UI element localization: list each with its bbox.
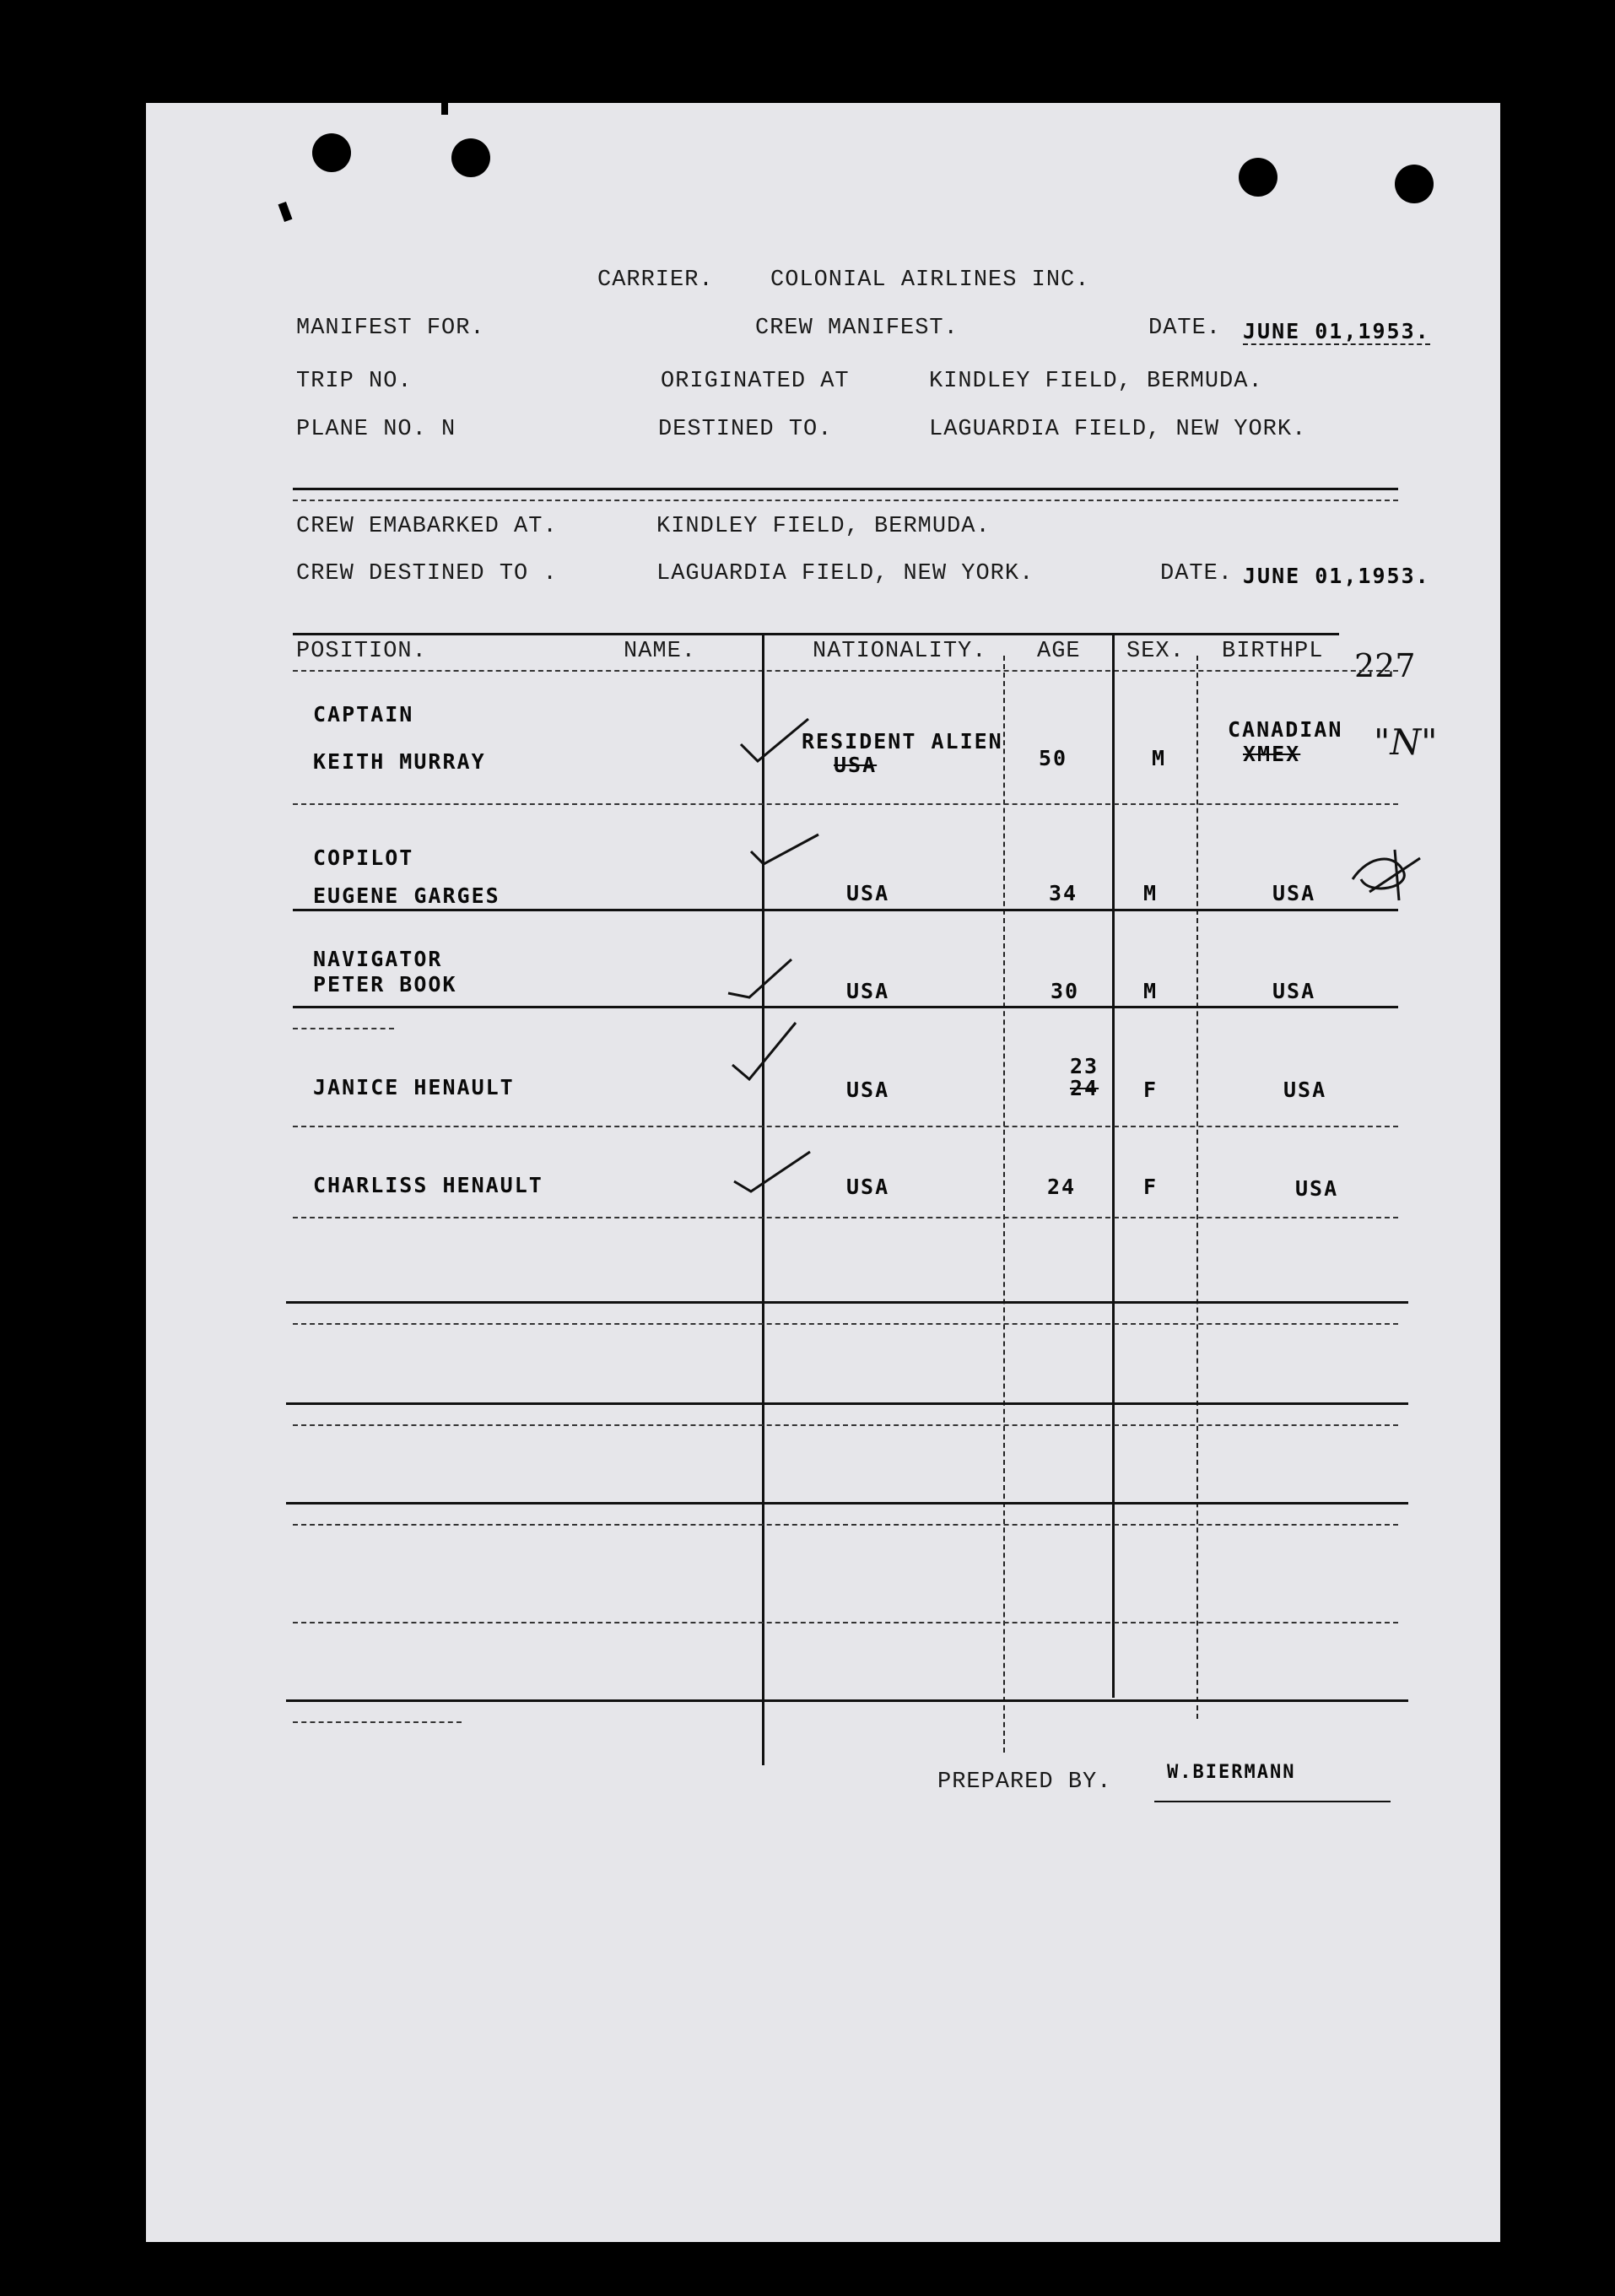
carrier-label: CARRIER.: [597, 267, 714, 293]
row3-rule: [293, 1006, 1398, 1008]
row5-name: CHARLISS HENAULT: [313, 1173, 543, 1197]
row3-position: NAVIGATOR: [313, 947, 443, 971]
row2-position: COPILOT: [313, 845, 414, 870]
row1-birthplace-struck: XMEX: [1243, 742, 1301, 766]
row5-rule: [293, 1217, 1398, 1218]
trip-no-label: TRIP NO.: [296, 369, 413, 394]
row3-birthplace: USA: [1272, 979, 1316, 1003]
row1-birthplace: CANADIAN: [1228, 717, 1343, 742]
blank-row-rule-dashed: [293, 1524, 1398, 1526]
column-divider-age: [1112, 635, 1115, 1698]
row1-nationality-struck: USA: [834, 753, 878, 777]
row5-birthplace: USA: [1295, 1176, 1339, 1201]
destined-value: LAGUARDIA FIELD, NEW YORK.: [929, 417, 1307, 442]
row4-rule: [293, 1126, 1398, 1127]
row2-name: EUGENE GARGES: [313, 883, 500, 908]
row2-rule: [293, 909, 1398, 911]
row2-scribble-icon: [1344, 845, 1429, 905]
row5-nationality: USA: [846, 1175, 890, 1199]
table-header-rule: [293, 670, 1398, 672]
row2-age: 34: [1049, 881, 1078, 905]
punch-hole-left-1: [312, 133, 351, 172]
crew-destined-label: CREW DESTINED TO .: [296, 561, 558, 586]
crew-embarked-value: KINDLEY FIELD, BERMUDA.: [656, 514, 991, 539]
paper-speck: [278, 202, 293, 222]
row1-age: 50: [1039, 746, 1068, 770]
row4-age: 23: [1070, 1054, 1099, 1078]
row3-rule-dashed: [293, 1028, 394, 1029]
row1-sex: M: [1152, 746, 1167, 770]
row1-name: KEITH MURRAY: [313, 749, 486, 774]
punch-hole-left-2: [451, 138, 490, 177]
originated-value: KINDLEY FIELD, BERMUDA.: [929, 369, 1263, 394]
row1-annotation: "N": [1374, 721, 1438, 763]
column-age: AGE: [1037, 639, 1081, 664]
blank-row-rule: [286, 1402, 1408, 1405]
punch-hole-right-1: [1239, 158, 1277, 197]
crew-embarked-label: CREW EMABARKED AT.: [296, 514, 558, 539]
originated-label: ORIGINATED AT: [661, 369, 850, 394]
row3-sex: M: [1143, 979, 1159, 1003]
blank-row-rule-dashed: [293, 1424, 1398, 1426]
row1-position: CAPTAIN: [313, 702, 414, 727]
row1-checkmark-icon: [737, 715, 813, 765]
blank-row-rule: [286, 1699, 1408, 1702]
column-sex: SEX.: [1126, 639, 1185, 664]
crew-date-value: JUNE 01,1953.: [1243, 564, 1430, 588]
column-divider-sex: [1196, 656, 1198, 1719]
destined-label: DESTINED TO.: [658, 417, 833, 442]
column-nationality: NATIONALITY.: [813, 639, 987, 664]
page-number: 227: [1354, 647, 1416, 684]
manifest-page: [146, 103, 1500, 2242]
blank-row-rule: [286, 1301, 1408, 1304]
row3-age: 30: [1051, 979, 1080, 1003]
row2-nationality: USA: [846, 881, 890, 905]
row2-birthplace: USA: [1272, 881, 1316, 905]
crew-date-label: DATE.: [1160, 561, 1234, 586]
row5-age: 24: [1047, 1175, 1077, 1199]
blank-row-rule-dashed: [293, 1622, 1398, 1623]
column-name: NAME.: [624, 639, 697, 664]
row2-checkmark-icon: [747, 830, 823, 872]
table-top-rule: [293, 633, 1339, 635]
column-birthplace: BIRTHPL: [1222, 639, 1324, 664]
column-position: POSITION.: [296, 639, 427, 664]
row1-nationality: RESIDENT ALIEN: [802, 729, 1003, 754]
blank-row-rule-dashed: [293, 1323, 1398, 1325]
row5-checkmark-icon: [730, 1148, 814, 1198]
row5-sex: F: [1143, 1175, 1159, 1199]
row3-nationality: USA: [846, 979, 890, 1003]
row1-rule: [293, 803, 1398, 805]
plane-no-label: PLANE NO. N: [296, 417, 456, 442]
manifest-for-label: MANIFEST FOR.: [296, 316, 485, 341]
prepared-by-value: W.BIERMANN: [1167, 1762, 1296, 1783]
prepared-by-label: PREPARED BY.: [937, 1769, 1112, 1795]
blank-row-rule-dashed: [293, 1721, 462, 1723]
row3-name: PETER BOOK: [313, 972, 457, 997]
manifest-type: CREW MANIFEST.: [755, 316, 959, 341]
column-divider-nationality: [1003, 656, 1005, 1753]
row4-checkmark-icon: [728, 1018, 804, 1086]
row2-sex: M: [1143, 881, 1159, 905]
row4-nationality: USA: [846, 1078, 890, 1102]
row3-checkmark-icon: [724, 955, 800, 1006]
header-divider: [293, 488, 1398, 490]
row4-name: JANICE HENAULT: [313, 1075, 515, 1099]
prepared-by-underline: [1154, 1801, 1391, 1802]
paper-speck: [441, 103, 448, 115]
row4-age-struck: 24: [1070, 1076, 1099, 1100]
punch-hole-right-2: [1395, 165, 1434, 203]
row4-sex: F: [1143, 1078, 1159, 1102]
blank-row-rule: [286, 1502, 1408, 1505]
crew-destined-value: LAGUARDIA FIELD, NEW YORK.: [656, 561, 1034, 586]
date-value: JUNE 01,1953.: [1243, 319, 1430, 343]
row4-birthplace: USA: [1283, 1078, 1327, 1102]
carrier-value: COLONIAL AIRLINES INC.: [770, 267, 1090, 293]
date-label: DATE.: [1148, 316, 1222, 341]
header-divider-dashed: [293, 500, 1398, 501]
